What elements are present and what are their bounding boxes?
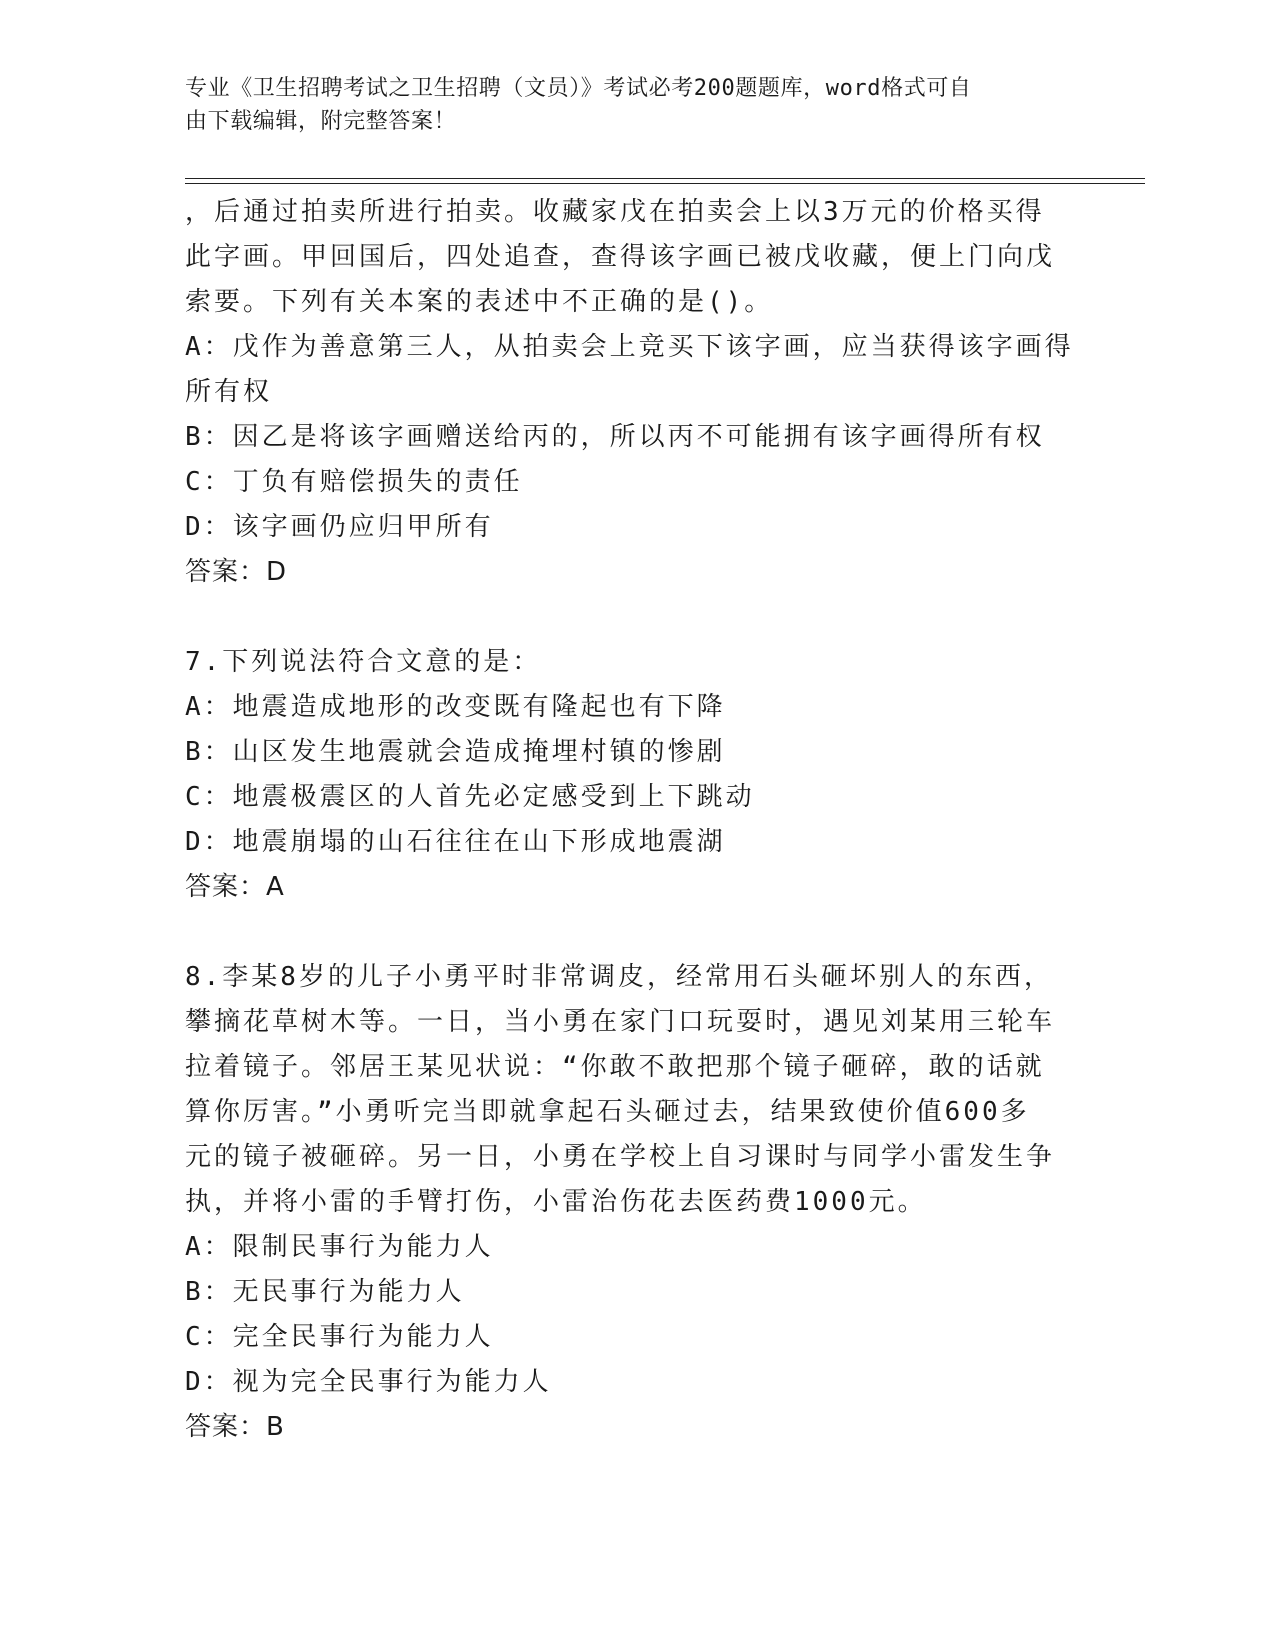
header-line-2: 由下载编辑，附完整答案！ [185,109,457,134]
option-b: B：无民事行为能力人 [185,1277,465,1307]
option-b: B：因乙是将该字画赠送给丙的，所以丙不可能拥有该字画得所有权 [185,422,1045,452]
question-text-line: 拉着镜子。邻居王某见状说：“你敢不敢把那个镜子砸碎，敢的话就 [185,1052,1045,1082]
answer-label: 答案：D [185,557,288,587]
spacer [185,910,1085,955]
option-a: A：戊作为善意第三人，从拍卖会上竞买下该字画，应当获得该字画得 [185,332,1074,362]
header-divider-bottom [185,183,1145,184]
answer-label: 答案：A [185,872,285,902]
spacer [185,595,1085,640]
option-d: D：该字画仍应归甲所有 [185,512,494,542]
option-a: A：限制民事行为能力人 [185,1232,494,1262]
question-text-line: 此字画。甲回国后，四处追查，查得该字画已被戊收藏，便上门向戊 [185,242,1056,272]
option-d: D：视为完全民事行为能力人 [185,1367,552,1397]
question-text-line: 算你厉害。”小勇听完当即就拿起石头砸过去，结果致使价值600多 [185,1097,1030,1127]
question-text-line: 攀摘花草树木等。一日，当小勇在家门口玩耍时，遇见刘某用三轮车 [185,1007,1056,1037]
option-c: C：完全民事行为能力人 [185,1322,494,1352]
document-body [185,190,1085,1450]
option-c: C：地震极震区的人首先必定感受到上下跳动 [185,782,755,812]
question-8 [185,955,1085,1450]
option-d: D：地震崩塌的山石往往在山下形成地震湖 [185,827,726,857]
question-text-line: 索要。下列有关本案的表述中不正确的是()。 [185,287,774,317]
question-text-line: 8.李某8岁的儿子小勇平时非常调皮，经常用石头砸坏别人的东西， [185,962,1053,992]
header-divider-top [185,178,1145,179]
question-6 [185,190,1085,595]
question-text-line: 执，并将小雷的手臂打伤，小雷治伤花去医药费1000元。 [185,1187,927,1217]
question-text-line: 元的镜子被砸碎。另一日，小勇在学校上自习课时与同学小雷发生争 [185,1142,1056,1172]
option-a: A：地震造成地形的改变既有隆起也有下降 [185,692,726,722]
option-c: C：丁负有赔偿损失的责任 [185,467,523,497]
option-a-continued: 所有权 [185,377,273,407]
answer-label: 答案：B [185,1412,285,1442]
header-line-1: 专业《卫生招聘考试之卫生招聘（文员）》考试必考200题题库，word格式可自 [185,76,972,101]
document-header [185,72,1075,138]
question-text-line: 7.下列说法符合文意的是： [185,647,542,677]
question-text-line: ，后通过拍卖所进行拍卖。收藏家戊在拍卖会上以3万元的价格买得 [185,197,1045,227]
question-7 [185,640,1085,910]
option-b: B：山区发生地震就会造成掩埋村镇的惨剧 [185,737,726,767]
